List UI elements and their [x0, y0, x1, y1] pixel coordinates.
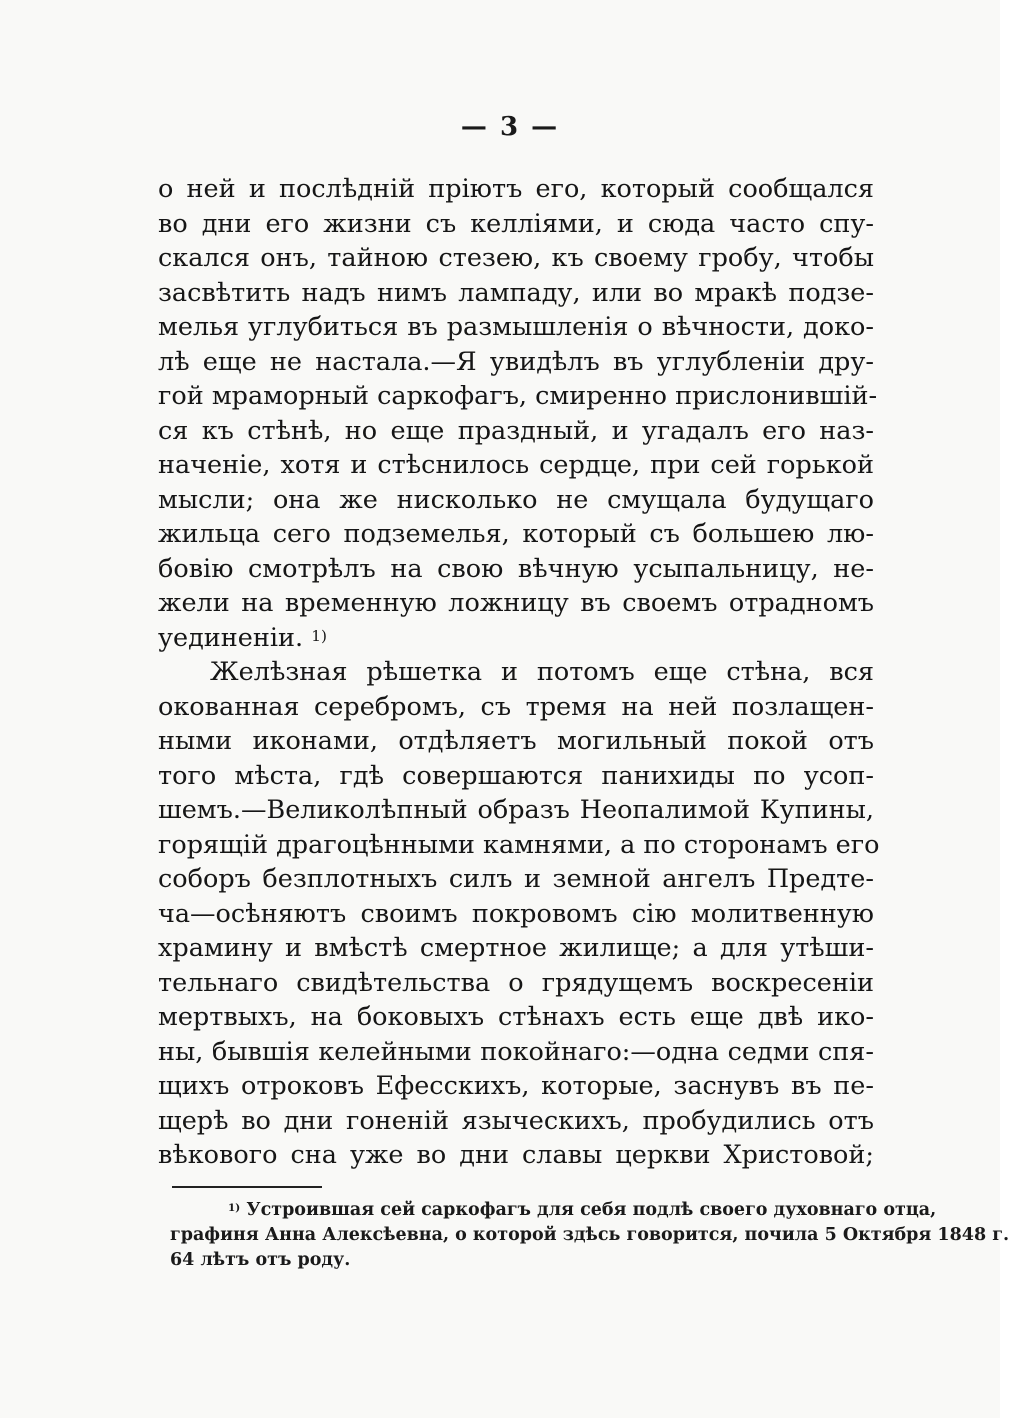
text-line: вѣкового сна уже во дни славы церкви Христовой;	[158, 1140, 874, 1170]
text-line: жильца сего подземелья, который съ большею лю-	[158, 519, 874, 549]
text-line: мысли; она же нисколько не смущала будущаго	[158, 484, 874, 515]
text-line: шемъ.—Великолѣпный образъ Неопалимой Купины,	[158, 795, 874, 825]
text-line: тельнаго свидѣтельства о грядущемъ воскресенiи	[158, 967, 874, 998]
text-line-paragraph-start: Желѣзная рѣшетка и потомъ еще стѣна, вся	[210, 657, 874, 687]
text-line: жели на временную ложницу въ своемъ отрадномъ	[158, 588, 874, 618]
footnote-reference: 1)	[311, 626, 327, 645]
footnote-text: Устроившая сей саркофагъ для себя подлѣ своего духовнаго отца,	[246, 1200, 937, 1220]
text-line: уединенiи.	[158, 622, 304, 653]
text-line: окованная серебромъ, съ тремя на ней позлащен-	[158, 691, 874, 722]
text-line-with-footnote-ref	[158, 621, 874, 656]
text-line: храмину и вмѣстѣ смертное жилище; а для утѣши-	[158, 933, 874, 963]
text-line: соборъ безплотныхъ силъ и земной ангелъ Предте-	[158, 864, 874, 894]
text-line: горящiй драгоцѣнными камнями, а по сторонамъ его	[158, 829, 880, 860]
text-line: мертвыхъ, на боковыхъ стѣнахъ есть еще двѣ ико-	[158, 1002, 874, 1032]
text-line: во дни его жизни съ келлiями, и сюда часто спу-	[158, 208, 874, 239]
text-line: того мѣста, гдѣ совершаются панихиды по усоп-	[158, 760, 874, 791]
footnote-line: 64 лѣтъ отъ роду.	[170, 1250, 351, 1270]
footnote-line	[170, 1198, 937, 1223]
text-line: щерѣ во дни гоненiй языческихъ, пробудились отъ	[158, 1105, 874, 1136]
text-line: лѣ еще не настала.—Я увидѣлъ въ углубленiи дру-	[158, 346, 874, 377]
text-line: бовiю смотрѣлъ на свою вѣчную усыпальницу, не-	[158, 553, 874, 584]
footnote-divider	[172, 1186, 322, 1188]
text-line: ся къ стѣнѣ, но еще праздный, и угадалъ его наз-	[158, 415, 874, 446]
footnote	[170, 1198, 1010, 1273]
footnote-line: графиня Анна Алексѣевна, о которой здѣсь говорится, почила 5 Октября 1848 г.	[170, 1225, 1010, 1245]
main-text	[158, 172, 880, 1173]
text-line: мелья углубиться въ размышленiя о вѣчности, доко-	[158, 312, 874, 342]
text-line: ча—осѣняютъ своимъ покровомъ сiю молитвенную	[158, 898, 874, 929]
text-line: ны, бывшiя келейными покойнаго:—одна седми спя-	[158, 1036, 874, 1067]
text-line: скался онъ, тайною стезею, къ своему гробу, чтобы	[158, 243, 874, 273]
text-line: гой мраморный саркофагъ, смиренно прислонившiй-	[158, 381, 878, 411]
text-line: засвѣтить надъ нимъ лампаду, или во мракѣ подзе-	[158, 277, 874, 308]
text-line: ными иконами, отдѣляетъ могильный покой отъ	[158, 726, 874, 756]
page-number: — 3 —	[460, 112, 560, 142]
text-line: о ней и послѣднiй прiютъ его, который сообщался	[158, 174, 874, 204]
text-line: наченiе, хотя и стѣснилось сердце, при сей горькой	[158, 450, 874, 480]
text-line: щихъ отроковъ Ефесскихъ, которые, заснувъ въ пе-	[158, 1071, 874, 1101]
footnote-marker: 1)	[228, 1202, 241, 1214]
